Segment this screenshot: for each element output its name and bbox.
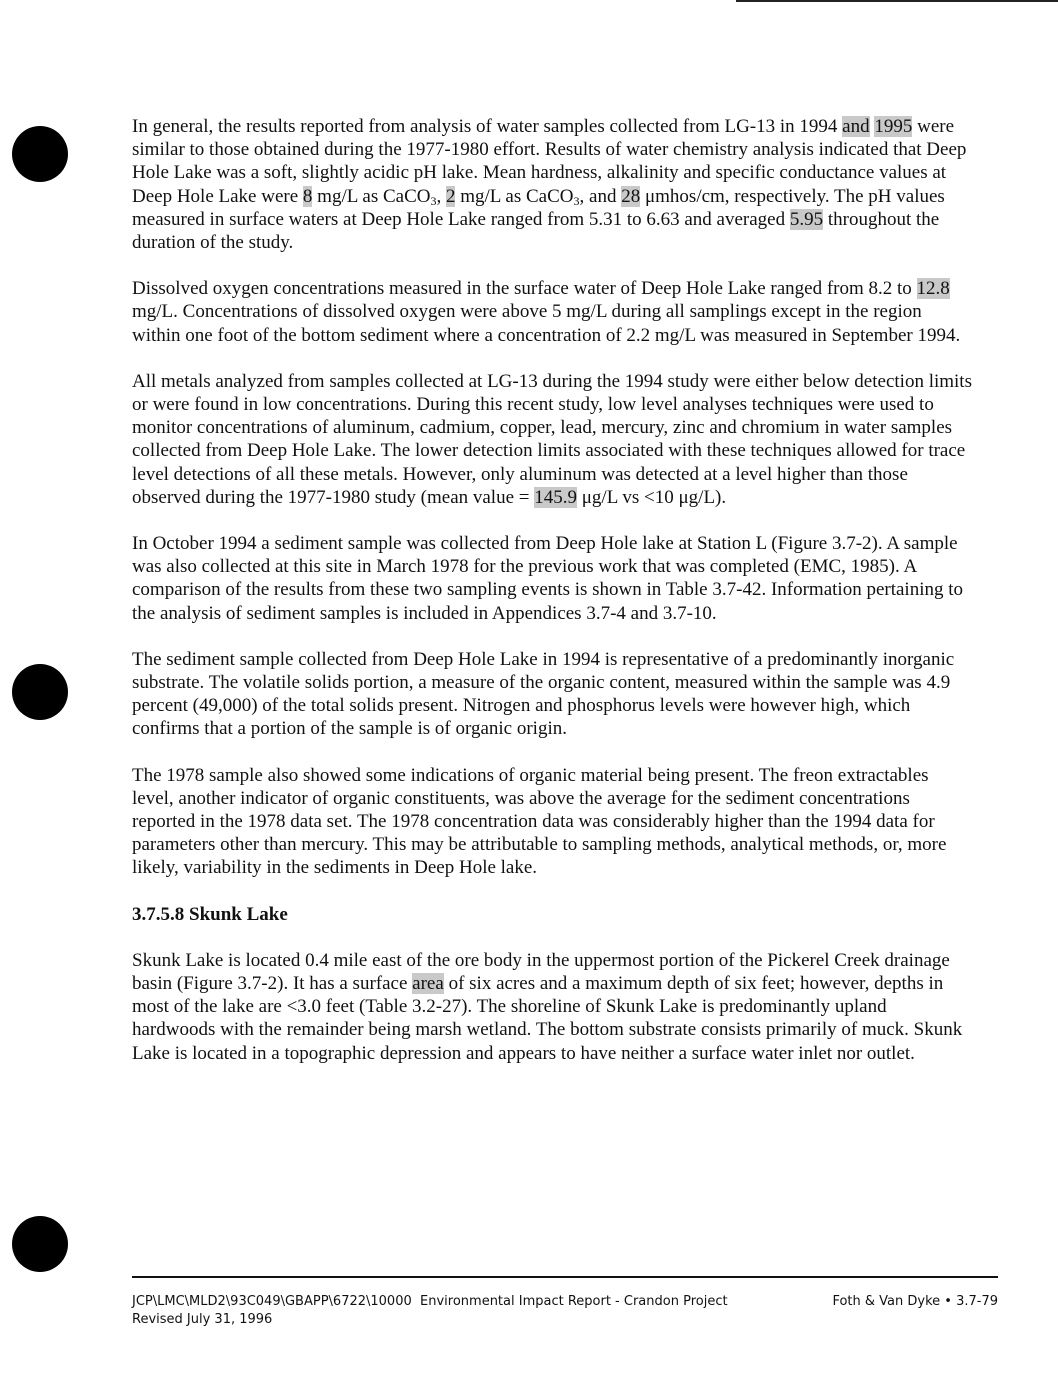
body-paragraph xyxy=(132,370,972,509)
highlighted-value: 8 xyxy=(302,185,313,207)
text-run: , xyxy=(436,185,446,207)
footer-report-title: Environmental Impact Report - Crandon Project xyxy=(420,1294,728,1309)
highlighted-value: 1995 xyxy=(874,116,913,137)
document-body xyxy=(132,115,972,1088)
subscript: 3 xyxy=(573,193,580,208)
text-run: μmhos/cm, respectively. The pH values measured in surface waters at Deep Hole Lake ranged from 5.31 to 6.63 and averaged xyxy=(132,185,945,230)
text-run: of six acres and a maximum depth of six feet; however, depths in most of the lake are <3.0 feet (Table 3.2-27). The shoreline of Skunk Lake is predominantly upland hardwoods with the remainder being marsh wetland. The bottom substrate consists primarily of muck. Skunk Lake is located in a topographic depression and appears to have neither a surface water inlet nor outlet. xyxy=(132,972,963,1064)
body-paragraph xyxy=(132,648,972,741)
footer-path: JCP\LMC\MLD2\93C049\GBAPP\6722\10000 xyxy=(132,1294,412,1309)
text-run: were similar to those obtained during the 1977-1980 effort. Results of water chemistry analysis indicated that Deep Hole Lake was a soft, slightly acidic pH lake. Mean hardness, alkalinity and specific conductance values at Deep Hole Lake were xyxy=(132,116,967,207)
top-edge-rule xyxy=(736,0,1058,2)
subscript: 3 xyxy=(430,193,437,208)
footer-firm-page: Foth & Van Dyke • 3.7-79 xyxy=(832,1294,998,1309)
punch-hole-middle xyxy=(12,664,68,720)
highlighted-value: 5.95 xyxy=(789,208,824,230)
body-paragraph xyxy=(132,277,972,347)
footer-revised: Revised July 31, 1996 xyxy=(132,1312,273,1327)
text-run: Skunk Lake is located 0.4 mile east of the ore body in the uppermost portion of the Pickerel Creek drainage basin (Figure 3.7-2). It has a surface xyxy=(132,949,950,994)
body-paragraph xyxy=(132,115,972,254)
body-paragraph xyxy=(132,532,972,625)
text-run: Dissolved oxygen concentrations measured in the surface water of Deep Hole Lake ranged from 8.2 to xyxy=(132,278,917,300)
section-heading: 3.7.5.8 Skunk Lake xyxy=(132,903,288,925)
text-run: μg/L vs <10 μg/L). xyxy=(577,486,727,508)
punch-hole-top xyxy=(12,126,68,182)
text-run: All metals analyzed from samples collected at LG-13 during the 1994 study were either below detection limits or were found in low concentrations. During this recent study, low level analyses techniques were used to monitor concentrations of aluminum, cadmium, copper, lead, mercury, zinc and chromium in water samples collected from Deep Hole Lake. The lower detection limits associated with these techniques allowed for trace level detections of all these metals. However, only aluminum was detected at a level higher than those observed during the 1977-1980 study (mean value = xyxy=(132,370,972,508)
highlighted-value: and xyxy=(842,116,870,137)
text-run: throughout the duration of the study. xyxy=(132,208,940,254)
text-run: The sediment sample collected from Deep Hole Lake in 1994 is representative of a predominantly inorganic substrate. The volatile solids portion, a measure of the organic content, measured within the sample was 4.9 percent (49,000) of the total solids present. Nitrogen and phosphorus levels were however high, which confirms that a portion of the sample is of organic origin. xyxy=(132,648,955,740)
footer-rule xyxy=(132,1276,998,1278)
body-paragraph xyxy=(132,764,972,880)
text-run: mg/L. Concentrations of dissolved oxygen were above 5 mg/L during all samplings except in the region within one foot of the bottom sediment where a concentration of 2.2 mg/L was measured in September 1994. xyxy=(132,301,961,346)
highlighted-value: 12.8 xyxy=(916,278,950,300)
page-footer xyxy=(132,1293,998,1329)
highlighted-value: area xyxy=(412,972,444,994)
punch-hole-bottom xyxy=(12,1216,68,1272)
text-run: mg/L as CaCO xyxy=(455,185,574,207)
highlighted-value: 2 xyxy=(445,185,456,207)
text-run: In general, the results reported from analysis of water samples collected from LG-13 in 1994 xyxy=(132,116,843,137)
text-run: The 1978 sample also showed some indications of organic material being present. The freon extractables level, another indicator of organic constituents, was above the average for the sediment concentrations reported in the 1978 data set. The 1978 concentration data was considerably higher than the 1994 data for parameters other than mercury. This may be attributable to sampling methods, analytical methods, or, more likely, variability in the sediments in Deep Hole lake. xyxy=(132,764,947,879)
highlighted-value: 28 xyxy=(621,185,641,207)
text-run: , and xyxy=(579,185,622,207)
body-paragraph xyxy=(132,949,972,1065)
text-run: mg/L as CaCO xyxy=(312,185,431,207)
text-run: In October 1994 a sediment sample was collected from Deep Hole lake at Station L (Figure 3.7-2). A sample was also collected at this site in March 1978 for the previous work that was completed (EMC, 1985). A comparison of the results from these two sampling events is shown in Table 3.7-42. Information pertaining to the analysis of sediment samples is included in Appendices 3.7-4 and 3.7-10. xyxy=(132,533,963,624)
highlighted-value: 145.9 xyxy=(534,486,577,508)
